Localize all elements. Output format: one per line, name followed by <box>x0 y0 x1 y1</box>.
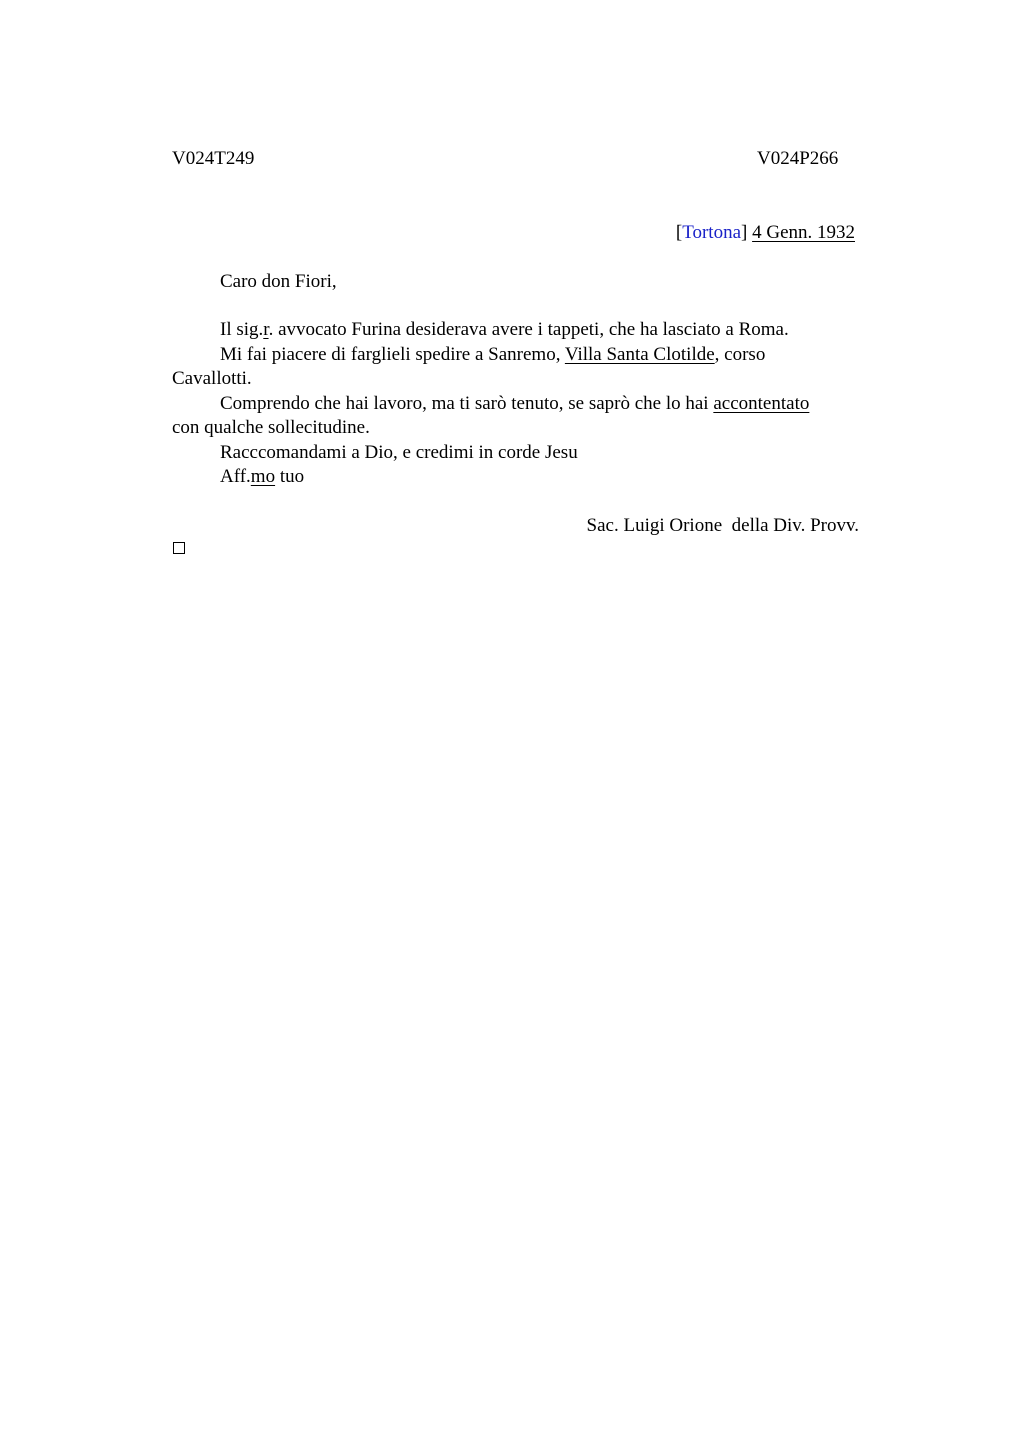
paragraph-2-line-1 <box>172 345 910 364</box>
bracket-close: ] <box>741 222 748 243</box>
abbreviation-underlined: r <box>263 319 269 340</box>
paragraph-4: Racccomandami a Dio, e credimi in corde Jesu <box>220 442 578 463</box>
paragraph-2-line-2: Cavallotti. <box>172 368 252 389</box>
address-underlined: Villa Santa Clotilde <box>564 344 715 365</box>
text-run: Mi fai piacere di farglieli spedire a Sanremo, <box>220 344 565 365</box>
document-code-right: V024P266 <box>757 148 839 169</box>
text-run: . avvocato Furina desiderava avere i tappeti, che ha lasciato a Roma. <box>268 319 789 340</box>
text-run: Comprendo che hai lavoro, ma ti sarò tenuto, se saprò che lo hai <box>220 393 714 414</box>
text-run: Aff. <box>220 466 251 487</box>
text-run: tuo <box>275 466 305 487</box>
word-underlined: accontentato <box>713 393 810 414</box>
paragraph-1 <box>172 320 910 339</box>
closing <box>172 467 910 486</box>
dateline <box>676 223 855 242</box>
paragraph-3-line-2: con qualche sollecitudine. <box>172 417 370 438</box>
text-run: , corso <box>714 344 766 365</box>
abbreviation-underlined: mo <box>250 466 276 487</box>
salutation: Caro don Fiori, <box>220 271 337 292</box>
place-name: Tortona <box>682 222 742 243</box>
paragraph-3-line-1 <box>172 394 910 413</box>
letter-date: 4 Genn. 1932 <box>752 222 855 243</box>
text-run: Il sig. <box>220 319 264 340</box>
signature: Sac. Luigi Orione della Div. Provv. <box>586 515 859 536</box>
checkbox-icon <box>173 542 185 554</box>
bracket-open: [ <box>675 222 683 243</box>
document-code-left: V024T249 <box>172 148 255 169</box>
